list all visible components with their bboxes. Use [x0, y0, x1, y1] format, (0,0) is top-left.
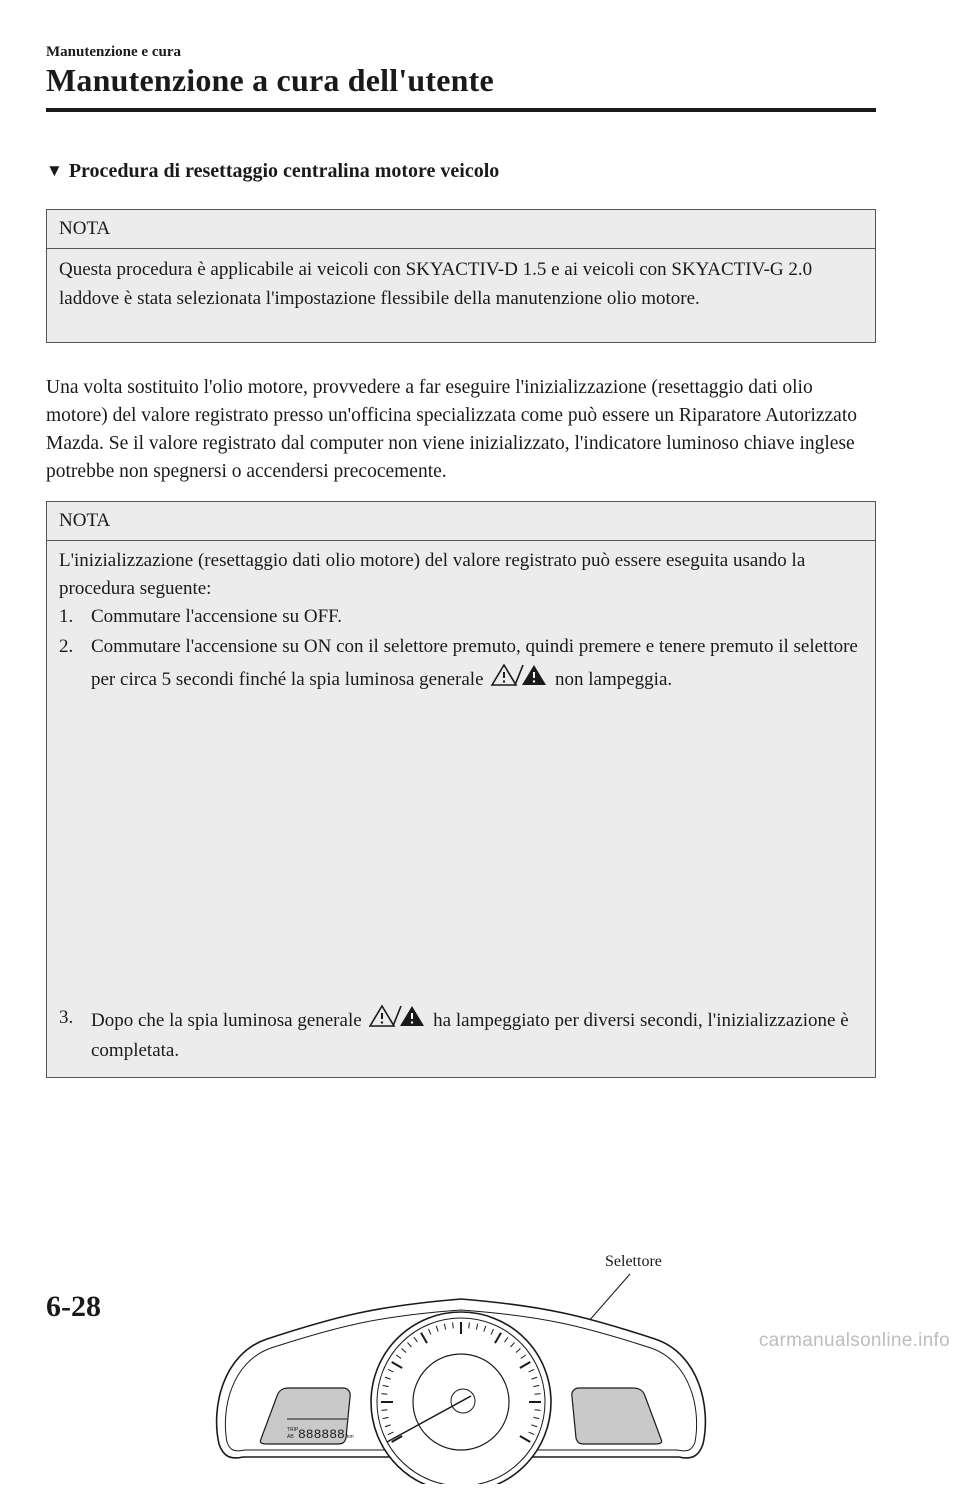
step-item [59, 1004, 863, 1065]
note-label: NOTA [47, 210, 875, 249]
section-title: Manutenzione a cura dell'utente [46, 62, 494, 98]
tachometer-tick [535, 1394, 541, 1395]
step-list [59, 603, 863, 698]
step-text: Dopo che la spia luminosa generale [91, 1010, 362, 1031]
body-paragraph: Una volta sostituito l'olio motore, provvedere a far eseguire l'inizializzazione (resettaggio dati olio motore) del valore registrato presso un'officina specializzata come può essere un Riparatore Autorizzato Mazda. Se il valore registrato dal computer non viene inizializzato, l'indicatore luminoso chiave inglese potrebbe non spegnersi o accendersi precocemente. [46, 377, 858, 482]
section-small-title: Manutenzione e cura [46, 44, 181, 60]
header-rule [46, 108, 876, 112]
step-text: Commutare l'accensione su ON con il selettore premuto, quindi premere e tenere premuto il selettore per circa 5 secondi finché la spia luminosa generale [91, 636, 858, 690]
master-warning-icon [368, 1004, 426, 1037]
odometer-prefix-bottom: AB [287, 1434, 294, 1440]
step-number: 3. [59, 1007, 74, 1028]
subheading-text: Procedura di resettaggio centralina motore veicolo [68, 160, 500, 182]
step-item [59, 603, 863, 631]
tachometer-tick [381, 1394, 387, 1395]
note-text: Questa procedura è applicabile ai veicoli con SKYACTIV-D 1.5 e ai veicoli con SKYACTIV-G 2.0 laddove è stata selezionata l'impostazione flessibile della manutenzione olio motore. [59, 259, 813, 309]
tachometer-tick [453, 1322, 454, 1328]
step-number: 1. [59, 606, 74, 627]
instrument-cluster-figure [47, 1244, 875, 1484]
triangle-down-icon: ▼ [46, 161, 63, 180]
master-warning-icon [490, 663, 548, 698]
tachometer-tick [469, 1322, 470, 1328]
step-number: 2. [59, 636, 74, 657]
subheading [46, 160, 499, 183]
odometer-prefix-top: TRIP [287, 1427, 299, 1433]
note-box-1 [46, 209, 876, 343]
figure-label: Selettore [605, 1253, 662, 1270]
step-text: non lampeggia. [555, 669, 673, 690]
page-number: 6-28 [46, 1290, 101, 1323]
step-text: Commutare l'accensione su OFF. [91, 606, 342, 627]
odometer-unit: km [347, 1434, 354, 1440]
note-label: NOTA [47, 502, 875, 541]
tachometer-tick [381, 1410, 387, 1411]
note-intro: L'inizializzazione (resettaggio dati olio motore) del valore registrato può essere eseguita usando la procedura seguente: [59, 550, 806, 599]
step-item [59, 631, 863, 698]
step-text: ha lampeggiato per diversi secondi, l'inizializzazione è completata. [91, 1010, 849, 1061]
watermark: carmanualsonline.info [758, 1330, 950, 1351]
tachometer-tick [535, 1410, 541, 1411]
odometer-digits: 888888 [298, 1427, 345, 1442]
